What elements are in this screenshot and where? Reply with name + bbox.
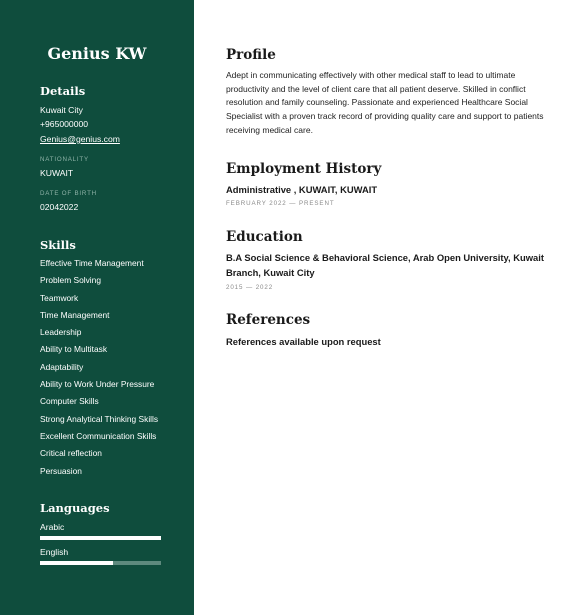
phone: +965000000 bbox=[40, 119, 89, 129]
dob-value: 02042022 bbox=[40, 202, 79, 212]
education-dates: 2015 — 2022 bbox=[226, 284, 274, 291]
languages-heading: Languages bbox=[40, 501, 110, 515]
skill-item: Effective Time Management bbox=[40, 258, 144, 268]
skill-item: Adaptability bbox=[40, 361, 84, 372]
skill-item: Excellent Communication Skills bbox=[40, 430, 157, 441]
language-level-fill bbox=[40, 536, 161, 540]
dob-label: DATE OF BIRTH bbox=[40, 190, 97, 197]
skill-item: Teamwork bbox=[40, 292, 79, 303]
skills-heading: Skills bbox=[40, 238, 76, 252]
nationality-label: NATIONALITY bbox=[40, 156, 89, 163]
skill-item: Critical reflection bbox=[40, 448, 102, 459]
skill-item: Ability to Work Under Pressure bbox=[40, 379, 155, 390]
skill-item: Time Management bbox=[40, 309, 110, 320]
references-heading: References bbox=[226, 312, 311, 328]
language-level-bar-english bbox=[40, 561, 161, 565]
employment-title: Administrative , KUWAIT, KUWAIT bbox=[226, 184, 378, 195]
skills-list bbox=[40, 258, 158, 483]
sidebar bbox=[0, 0, 194, 615]
nationality-value: KUWAIT bbox=[40, 168, 74, 178]
employment-heading: Employment History bbox=[226, 161, 382, 177]
education-heading: Education bbox=[226, 229, 303, 245]
profile-text: Adept in communicating effectively with other medical staff to lead to ultimate productivity and the level of client care that all patient deserve. Skilled in conflict resolution and family counseling. Passionate and experienced Healthcare Social Specialist with a proven track record of providing quality care and support to patients receiving medical care. bbox=[226, 70, 544, 135]
candidate-name: Genius KW bbox=[47, 44, 147, 63]
language-name-english: English bbox=[40, 547, 69, 557]
language-level-fill bbox=[40, 561, 113, 565]
profile-heading: Profile bbox=[226, 47, 276, 63]
email-link[interactable]: Genius@genius.com bbox=[40, 134, 120, 144]
skill-item: Persuasion bbox=[40, 465, 82, 476]
language-level-bar-arabic bbox=[40, 536, 161, 540]
employment-dates: FEBRUARY 2022 — PRESENT bbox=[226, 200, 335, 207]
skill-item: Problem Solving bbox=[40, 275, 101, 286]
references-text: References available upon request bbox=[226, 336, 381, 347]
education-title: B.A Social Science & Behavioral Science, Arab Open University, Kuwait Branch, Kuwait City bbox=[226, 252, 544, 278]
city: Kuwait City bbox=[40, 105, 83, 115]
language-name-arabic: Arabic bbox=[40, 522, 65, 532]
details-heading: Details bbox=[40, 84, 86, 98]
skill-item: Leadership bbox=[40, 327, 82, 338]
skill-item: Computer Skills bbox=[40, 396, 99, 407]
skill-item: Strong Analytical Thinking Skills bbox=[40, 413, 159, 424]
skill-item: Ability to Multitask bbox=[40, 344, 108, 355]
